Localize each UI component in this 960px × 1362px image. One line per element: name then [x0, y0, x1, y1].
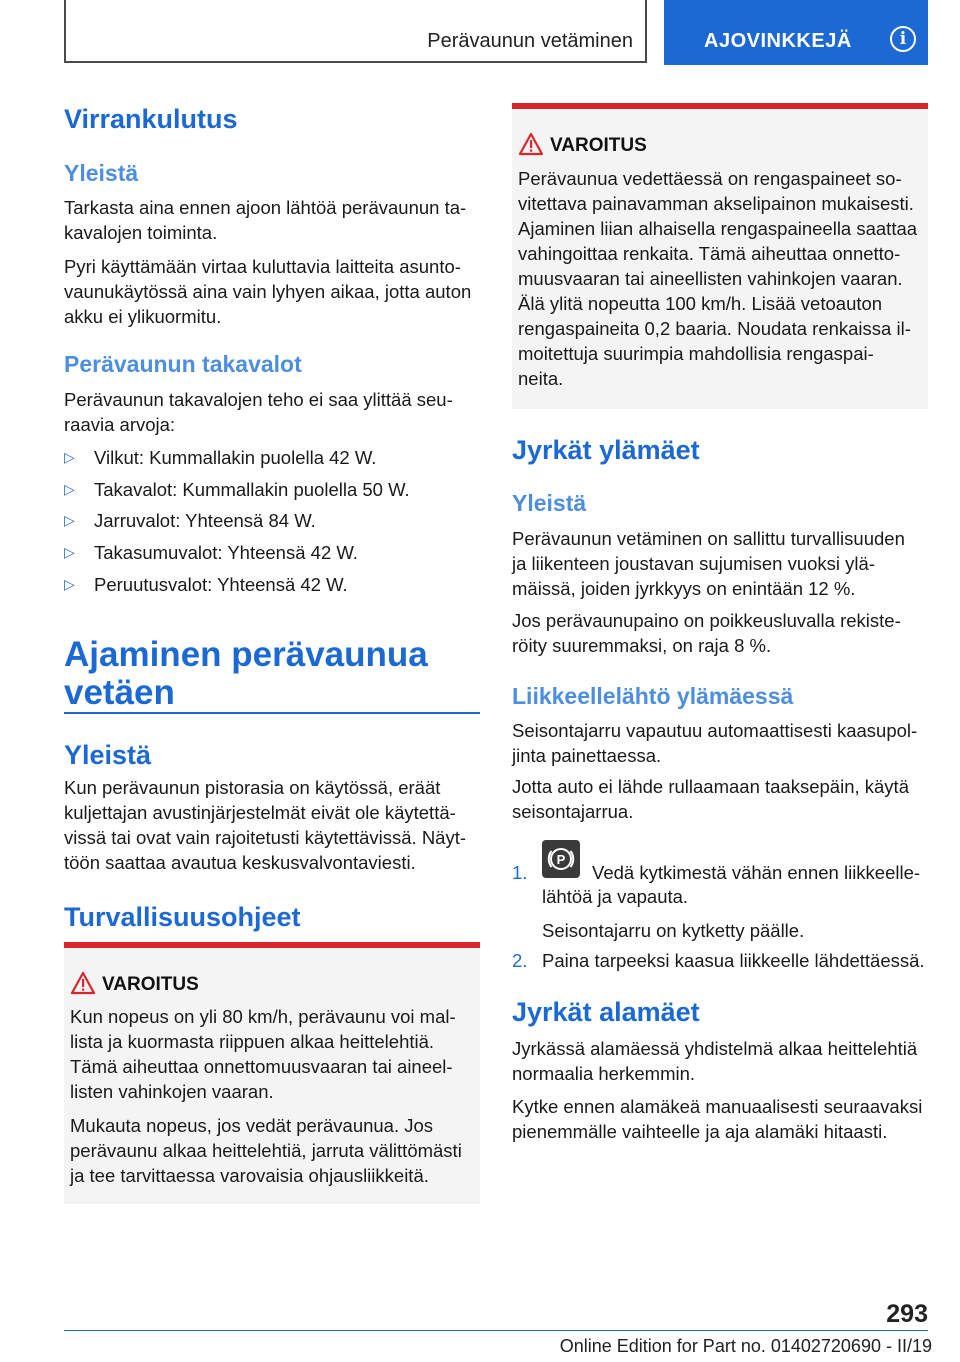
heading-line: vetäen — [64, 673, 175, 712]
text-line: Perävaunun vetäminen on sallittu turvallisuuden — [512, 528, 905, 549]
text-line: seisontajarrua. — [512, 801, 634, 822]
heading-jyrkat-alamaet: Jyrkät alamäet — [512, 997, 700, 1027]
text-line: vahingoittaa renkaita. Tämä aiheuttaa onnetto- — [518, 243, 901, 264]
text-line: Mukauta nopeus, jos vedät perävaunua. Jos — [70, 1115, 434, 1136]
text-line: kavalojen toiminta. — [64, 222, 218, 243]
paragraph — [512, 526, 928, 601]
heading-turvallisuusohjeet: Turvallisuusohjeet — [64, 902, 301, 932]
text-line: Tämä aiheuttaa onnettomuusvaaran tai aineel- — [70, 1056, 453, 1077]
text-line: Perävaunua vedettäessä on rengaspaineet so- — [518, 168, 902, 189]
edition-info: Online Edition for Part no. 01402720690 - II/19 — [559, 1336, 932, 1356]
text-line: Jotta auto ei lähde rullaamaan taaksepäin, käytä — [512, 776, 909, 797]
text-line: Seisontajarru vapautuu automaattisesti kaasupol- — [512, 720, 918, 741]
page-number: 293 — [886, 1300, 928, 1328]
heading-line: Ajaminen perävaunua — [64, 635, 428, 674]
heading-yleista: Yleistä — [512, 490, 587, 516]
bullet-triangle-icon: ▷ — [64, 512, 75, 528]
text-line: ja tee tarvittaessa varovaisia ohjausliikkeitä. — [70, 1165, 429, 1186]
text-line: listen vahinkojen vaaran. — [70, 1081, 274, 1102]
page-header — [64, 0, 928, 65]
section-tab — [64, 0, 647, 63]
warning-triangle-icon — [518, 132, 544, 156]
text-line: vaunukäytössä aina vain lyhyen aikaa, jotta auton — [64, 281, 472, 302]
list-item-text: Jarruvalot: Yhteensä 84 W. — [94, 510, 316, 531]
heading-yleista: Yleistä — [64, 160, 139, 186]
text-line: muusvaaran tai aineellisten vahinkojen vaaran. — [518, 268, 903, 289]
text-line: Kun perävaunun pistorasia on käytössä, eräät — [64, 777, 441, 798]
text-line: vissä tai ovat vain rajoitetusti käytettävissä. Näyt- — [64, 827, 467, 848]
text-line: neita. — [518, 368, 564, 389]
heading-rule — [64, 712, 480, 714]
chapter-tab[interactable] — [664, 0, 928, 65]
svg-text:P: P — [556, 852, 566, 867]
text-line: Ajaminen liian alhaisella rengaspaineella saattaa — [518, 218, 918, 239]
text-line: kuljettajan avustinjärjestelmät eivät ole käytettä- — [64, 802, 456, 823]
paragraph — [64, 195, 480, 245]
step-text: Paina tarpeeksi kaasua liikkeelle lähdettäessä. — [542, 950, 925, 971]
warning-title: VAROITUS — [550, 135, 647, 156]
text-line: Tarkasta aina ennen ajoon lähtöä perävaunun ta- — [64, 197, 467, 218]
text-line: lista ja kuormasta riippuen alkaa heittelehtiä. — [70, 1031, 435, 1052]
text-line: ja liikenteen joustavan sujumisen vuoksi ylä- — [512, 553, 875, 574]
step-result: Seisontajarru on kytketty päälle. — [542, 920, 805, 941]
heading-jyrkat-ylamaet: Jyrkät ylämäet — [512, 435, 700, 465]
bullet-triangle-icon: ▷ — [64, 544, 75, 560]
parking-brake-icon — [542, 840, 580, 878]
text-line: Jyrkässä alamäessä yhdistelmä alkaa heittelehtiä — [512, 1038, 918, 1059]
paragraph — [512, 608, 928, 658]
text-line: Kytke ennen alamäkeä manuaalisesti seuraavaksi — [512, 1096, 923, 1117]
step-text: lähtöä ja vapauta. — [542, 886, 689, 907]
text-line: mäissä, joiden jyrkkyys on enintään 12 %. — [512, 578, 856, 599]
section-title: Perävaunun vetäminen — [427, 30, 633, 52]
warning-box — [512, 103, 928, 409]
chapter-heading — [64, 636, 480, 712]
footer-rule — [64, 1330, 928, 1331]
list-item-text: Takavalot: Kummallakin puolella 50 W. — [94, 479, 410, 500]
list-item-text: Takasumuvalot: Yhteensä 42 W. — [94, 542, 358, 563]
paragraph — [64, 387, 480, 437]
warning-title: VAROITUS — [102, 974, 199, 995]
bullet-triangle-icon: ▷ — [64, 449, 75, 465]
text-line: vitettava painavamman akselipainon mukaisesti. — [518, 193, 914, 214]
paragraph — [64, 775, 480, 875]
text-line: pienemmälle vaihteelle ja aja alamäki hitaasti. — [512, 1121, 888, 1142]
text-line: rengaspaineita 0,2 baaria. Noudata renkaissa il- — [518, 318, 911, 339]
text-line: Jos perävaunupaino on poikkeusluvalla rekiste- — [512, 610, 901, 631]
text-line: Älä ylitä nopeutta 100 km/h. Lisää vetoauton — [518, 293, 883, 314]
bullet-triangle-icon: ▷ — [64, 576, 75, 592]
text-line: normaalia herkemmin. — [512, 1063, 696, 1084]
paragraph — [64, 254, 480, 329]
text-line: Perävaunun takavalojen teho ei saa ylittää seu- — [64, 389, 453, 410]
heading-virrankulutus: Virrankulutus — [64, 104, 238, 134]
text-line: moitettuja suurimpia mahdollisia rengaspai- — [518, 343, 874, 364]
text-line: jinta painettaessa. — [512, 745, 662, 766]
warning-triangle-icon — [70, 971, 96, 995]
paragraph — [512, 1036, 928, 1086]
heading-yleista: Yleistä — [64, 740, 152, 770]
paragraph — [512, 774, 928, 824]
bullet-triangle-icon: ▷ — [64, 481, 75, 497]
text-line: Pyri käyttämään virtaa kuluttavia laitteita asunto- — [64, 256, 461, 277]
heading-liikkeellelahto-ylamaessa: Liikkeellelähtö ylämäessä — [512, 683, 794, 709]
paragraph — [512, 1094, 928, 1144]
text-line: raavia arvoja: — [64, 414, 176, 435]
heading-peravaunun-takavalot: Perävaunun takavalot — [64, 351, 302, 377]
step-number: 1. — [512, 862, 528, 883]
text-line: perävaunu alkaa heittelehtiä, jarruta välittömästi — [70, 1140, 462, 1161]
text-line: Kun nopeus on yli 80 km/h, perävaunu voi mal- — [70, 1006, 456, 1027]
step-item — [512, 948, 928, 974]
step-text: Vedä kytkimestä vähän ennen liikkeelle- — [592, 862, 921, 883]
chapter-title: AJOVINKKEJÄ — [704, 30, 852, 52]
step-number: 2. — [512, 950, 528, 971]
paragraph — [512, 718, 928, 768]
list-item-text: Peruutusvalot: Yhteensä 42 W. — [94, 574, 348, 595]
info-icon[interactable]: i — [890, 26, 916, 52]
list-item-text: Vilkut: Kummallakin puolella 42 W. — [94, 447, 377, 468]
step-item — [512, 838, 928, 948]
text-line: töön saattaa avautua keskusvalvontaviesti. — [64, 852, 416, 873]
text-line: röity suuremmaksi, on raja 8 %. — [512, 635, 772, 656]
text-line: akku ei ylikuormitu. — [64, 306, 222, 327]
warning-box — [64, 942, 480, 1204]
